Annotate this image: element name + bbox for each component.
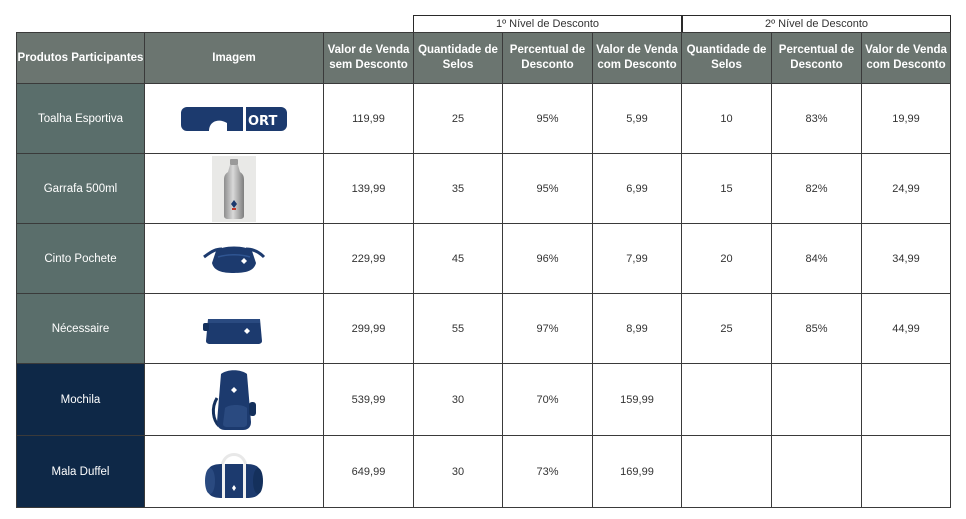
price-cell: 649,99 <box>324 436 414 508</box>
l1-percent-cell: 96% <box>503 224 593 294</box>
l1-stamps-cell: 55 <box>414 294 503 364</box>
col-header-l2-percent: Percentual de Desconto <box>772 33 862 84</box>
col-header-l1-stamps: Quantidade de Selos <box>414 33 503 84</box>
product-image-cell <box>145 436 324 508</box>
price-cell: 229,99 <box>324 224 414 294</box>
l1-percent-cell: 97% <box>503 294 593 364</box>
l1-stamps-cell: 30 <box>414 364 503 436</box>
table-row <box>17 294 951 364</box>
l2-price-cell: 19,99 <box>862 84 951 154</box>
l2-percent-cell: 82% <box>772 154 862 224</box>
l1-price-cell: 5,99 <box>593 84 682 154</box>
price-cell: 299,99 <box>324 294 414 364</box>
price-cell: 539,99 <box>324 364 414 436</box>
l2-price-cell: 24,99 <box>862 154 951 224</box>
l1-price-cell: 159,99 <box>593 364 682 436</box>
table-row <box>17 436 951 508</box>
l2-percent-cell <box>772 364 862 436</box>
product-name: Garrafa 500ml <box>17 154 145 224</box>
product-name: Mochila <box>17 364 145 436</box>
l1-stamps-cell: 25 <box>414 84 503 154</box>
l1-price-cell: 7,99 <box>593 224 682 294</box>
l2-price-cell: 44,99 <box>862 294 951 364</box>
table-row <box>17 224 951 294</box>
towel-icon <box>179 104 289 134</box>
l2-price-cell: 34,99 <box>862 224 951 294</box>
l1-percent-cell: 95% <box>503 84 593 154</box>
product-image-cell <box>145 84 324 154</box>
col-header-l1-price: Valor de Venda com Desconto <box>593 33 682 84</box>
l2-stamps-cell: 20 <box>682 224 772 294</box>
product-image-cell <box>145 154 324 224</box>
l2-stamps-cell: 15 <box>682 154 772 224</box>
col-header-l2-price: Valor de Venda com Desconto <box>862 33 951 84</box>
l2-price-cell <box>862 436 951 508</box>
col-header-l2-stamps: Quantidade de Selos <box>682 33 772 84</box>
level1-group-header: 1º Nível de Desconto <box>413 15 682 32</box>
table-row <box>17 364 951 436</box>
product-image-cell <box>145 224 324 294</box>
col-header-products: Produtos Participantes <box>17 33 145 84</box>
l1-stamps-cell: 45 <box>414 224 503 294</box>
col-header-image: Imagem <box>145 33 324 84</box>
product-image-cell <box>145 294 324 364</box>
col-header-l1-percent: Percentual de Desconto <box>503 33 593 84</box>
product-name: Mala Duffel <box>17 436 145 508</box>
l1-percent-cell: 95% <box>503 154 593 224</box>
l1-percent-cell: 70% <box>503 364 593 436</box>
duffel-bag-icon <box>202 442 266 502</box>
l2-percent-cell: 84% <box>772 224 862 294</box>
discount-table <box>16 32 951 508</box>
l1-price-cell: 6,99 <box>593 154 682 224</box>
l2-price-cell <box>862 364 951 436</box>
product-name: Nécessaire <box>17 294 145 364</box>
product-name: Toalha Esportiva <box>17 84 145 154</box>
price-cell: 139,99 <box>324 154 414 224</box>
col-header-price: Valor de Venda sem Desconto <box>324 33 414 84</box>
bottle-icon <box>212 156 256 222</box>
table-header-row <box>17 33 951 84</box>
l1-price-cell: 169,99 <box>593 436 682 508</box>
l1-stamps-cell: 35 <box>414 154 503 224</box>
l2-stamps-cell: 25 <box>682 294 772 364</box>
toiletry-bag-icon <box>202 311 266 347</box>
table-row <box>17 84 951 154</box>
svg-text:ORT: ORT <box>248 113 278 129</box>
backpack-icon <box>209 368 259 432</box>
level2-group-header: 2º Nível de Desconto <box>682 15 951 32</box>
l2-percent-cell <box>772 436 862 508</box>
l1-stamps-cell: 30 <box>414 436 503 508</box>
waist-bag-icon <box>202 241 266 277</box>
l2-percent-cell: 83% <box>772 84 862 154</box>
l1-percent-cell: 73% <box>503 436 593 508</box>
table-row <box>17 154 951 224</box>
l2-stamps-cell <box>682 364 772 436</box>
l2-stamps-cell <box>682 436 772 508</box>
l1-price-cell: 8,99 <box>593 294 682 364</box>
product-name: Cinto Pochete <box>17 224 145 294</box>
product-image-cell <box>145 364 324 436</box>
l2-percent-cell: 85% <box>772 294 862 364</box>
l2-stamps-cell: 10 <box>682 84 772 154</box>
price-cell: 119,99 <box>324 84 414 154</box>
